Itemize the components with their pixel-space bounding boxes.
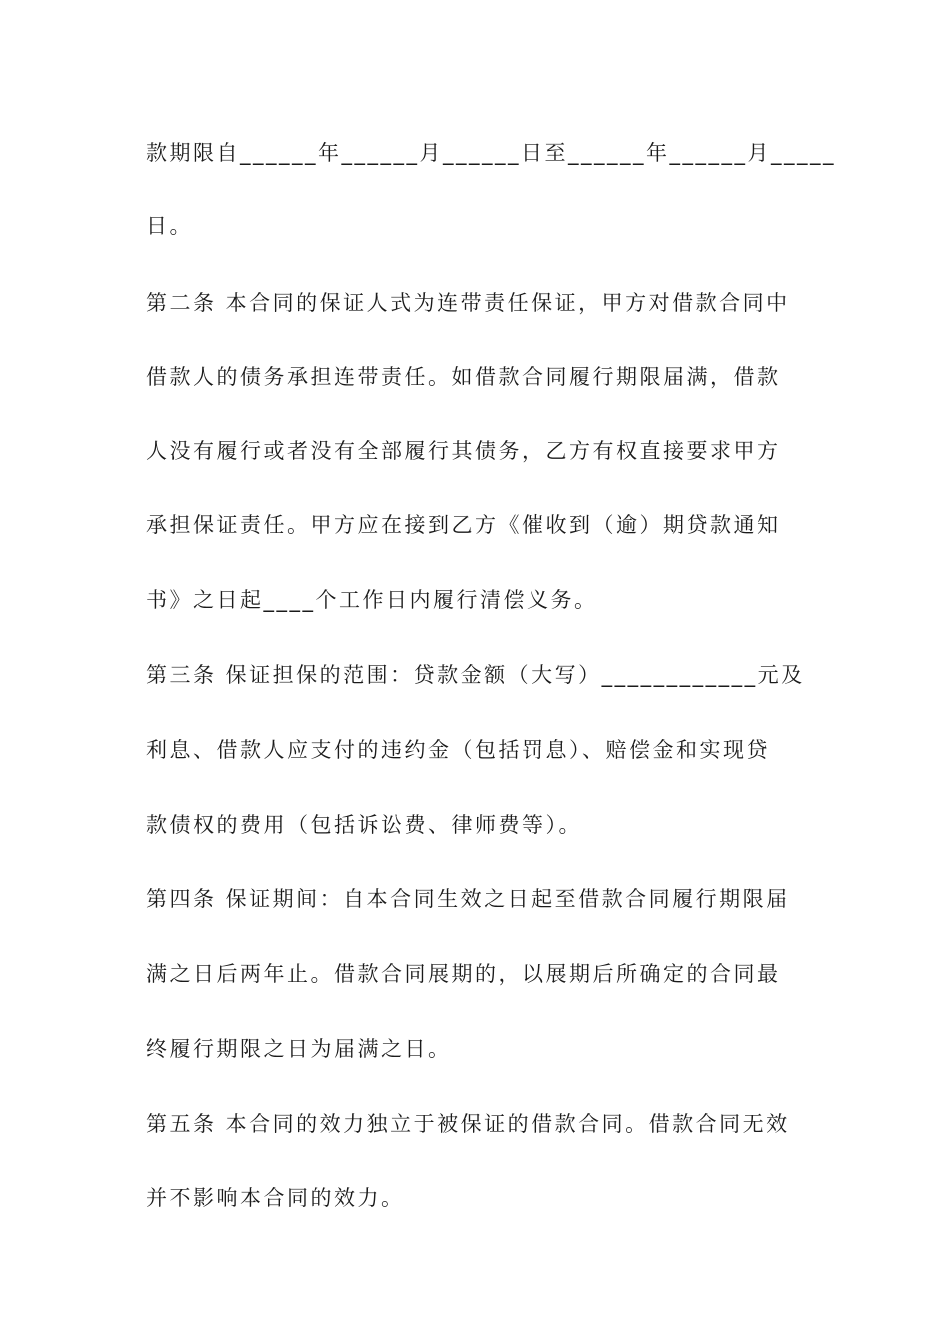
- clause-3-heading-line: 第三条 保证担保的范围：贷款金额（大写）____________元及: [146, 663, 805, 687]
- text-line: 人没有履行或者没有全部履行其债务，乙方有权直接要求甲方: [146, 439, 781, 463]
- text-line: 承担保证责任。甲方应在接到乙方《催收到（逾）期贷款通知: [146, 513, 781, 537]
- clause-5-heading-line: 第五条 本合同的效力独立于被保证的借款合同。借款合同无效: [146, 1112, 790, 1136]
- text-line: 书》之日起____个工作日内履行清偿义务。: [146, 588, 598, 612]
- text-line: 日。: [146, 214, 193, 238]
- text-line: 终履行期限之日为届满之日。: [146, 1037, 452, 1061]
- text-line: 并不影响本合同的效力。: [146, 1186, 405, 1210]
- text-line: 满之日后两年止。借款合同展期的，以展期后所确定的合同最: [146, 962, 781, 986]
- text-line: 款债权的费用（包括诉讼费、律师费等）。: [146, 813, 582, 837]
- text-line: 款期限自______年______月______日至______年______月_____: [146, 141, 836, 165]
- text-line: 利息、借款人应支付的违约金（包括罚息）、赔偿金和实现贷: [146, 738, 770, 762]
- clause-4-heading-line: 第四条 保证期间：自本合同生效之日起至借款合同履行期限届: [146, 887, 790, 911]
- clause-2-heading-line: 第二条 本合同的保证人式为连带责任保证，甲方对借款合同中: [146, 291, 790, 315]
- text-line: 借款人的债务承担连带责任。如借款合同履行期限届满，借款: [146, 365, 781, 389]
